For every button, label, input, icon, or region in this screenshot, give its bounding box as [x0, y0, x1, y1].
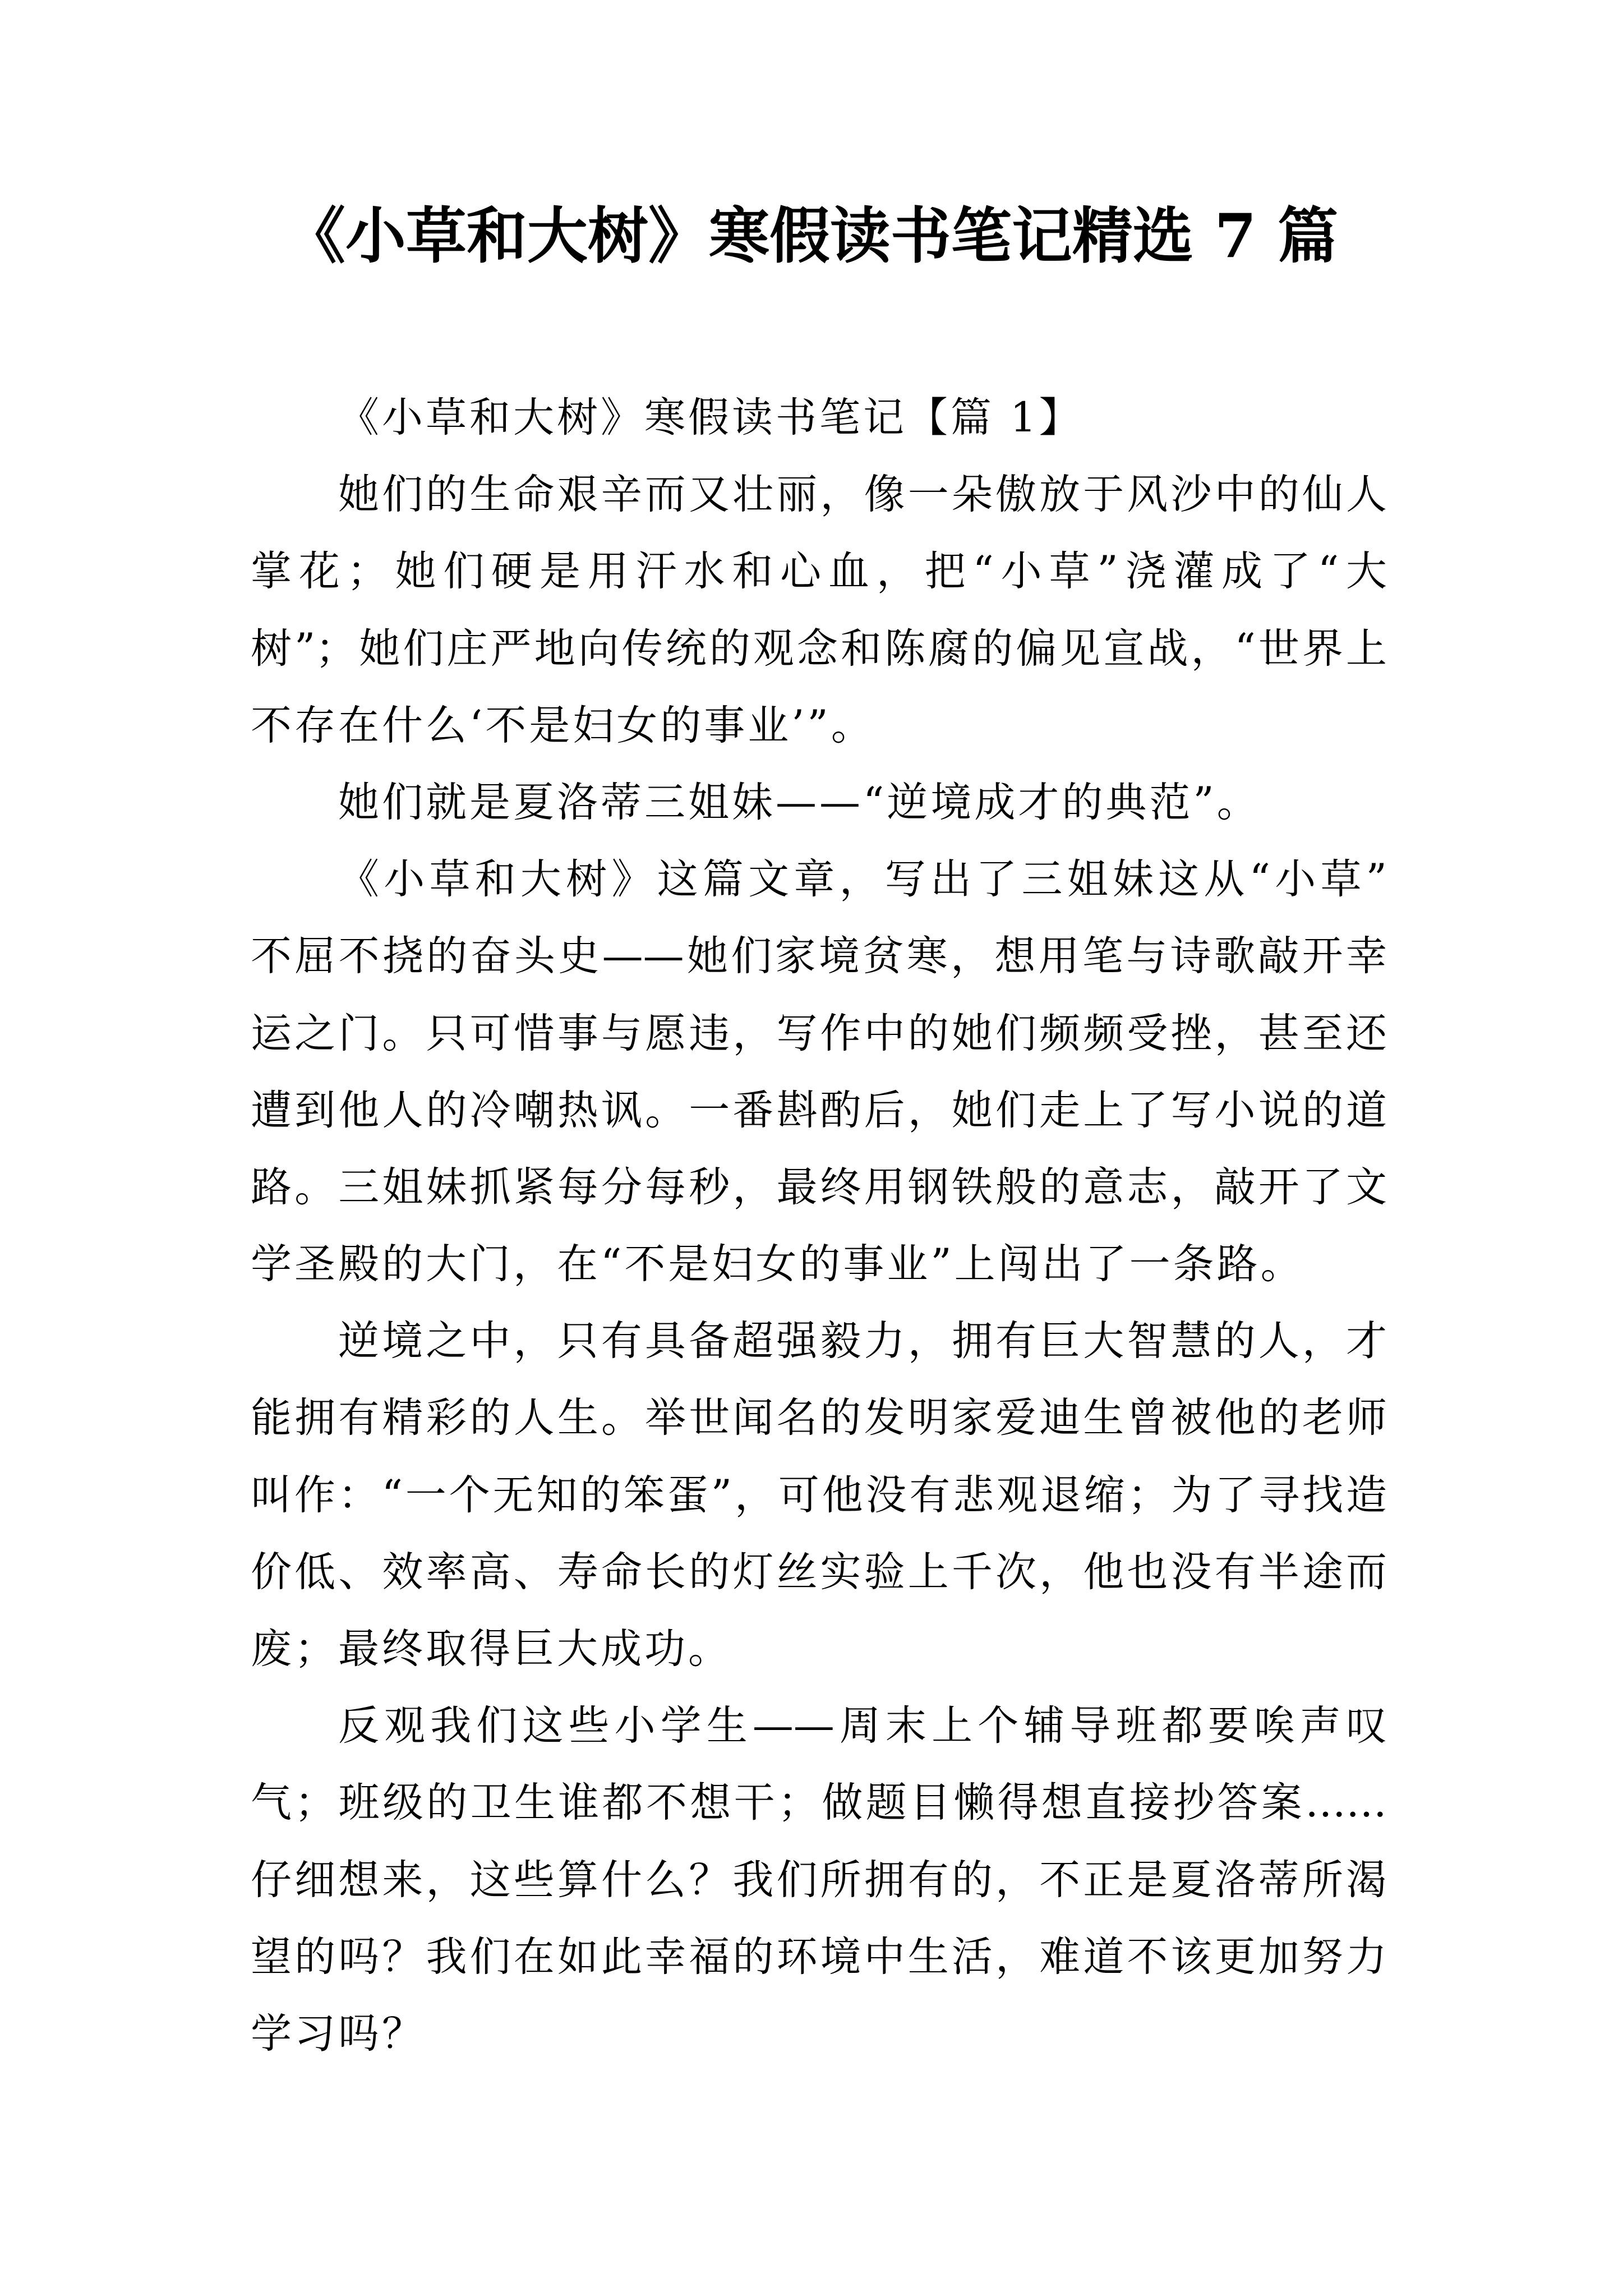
text-line: 不屈不挠的奋头史——她们家境贫寒，想用笔与诗歌敲开幸 [251, 932, 1387, 981]
text-line: 学习吗？ [251, 2009, 426, 2058]
text-line: 废；最终取得巨大成功。 [251, 1625, 732, 1673]
text-line: 望的吗？我们在如此幸福的环境中生活，难道不该更加努力 [251, 1932, 1387, 1981]
text-line: 气；班级的卫生谁都不想干；做题目懒得想直接抄答案…… [251, 1779, 1387, 1827]
text-line: 不存在什么‘不是妇女的事业’”。 [251, 701, 875, 749]
paragraph [251, 456, 1387, 764]
text-line: 学圣殿的大门，在“不是妇女的事业”上闯出了一条路。 [251, 1240, 1304, 1289]
text-line: 树”；她们庄严地向传统的观念和陈腐的偏见宣战，“世界上 [251, 624, 1387, 673]
text-line: 《小草和大树》这篇文章，写出了三姐妹这从“小草” [338, 855, 1387, 904]
document-body [251, 379, 1387, 2072]
paragraph [251, 764, 1387, 841]
paragraph [251, 1303, 1387, 1687]
text-line: 反观我们这些小学生——周末上个辅导班都要唉声叹 [338, 1702, 1387, 1750]
paragraph [251, 841, 1387, 1303]
paragraph [251, 1687, 1387, 2072]
text-line: 叫作：“一个无知的笨蛋”，可他没有悲观退缩；为了寻找造 [251, 1471, 1387, 1519]
text-line: 她们就是夏洛蒂三姐妹——“逆境成才的典范”。 [338, 778, 1261, 826]
document-title: 《小草和大树》寒假读书笔记精选 7 篇 [284, 201, 1339, 272]
text-line: 路。三姐妹抓紧每分每秒，最终用钢铁般的意志，敲开了文 [251, 1163, 1387, 1211]
section-heading: 《小草和大树》寒假读书笔记【篇 1】 [338, 394, 1083, 441]
text-line: 她们的生命艰辛而又壮丽，像一朵傲放于风沙中的仙人 [338, 471, 1387, 519]
text-line: 逆境之中，只有具备超强毅力，拥有巨大智慧的人，才 [338, 1317, 1387, 1365]
text-line: 仔细想来，这些算什么？我们所拥有的，不正是夏洛蒂所渴 [251, 1856, 1387, 1904]
text-line: 遭到他人的冷嘲热讽。一番斟酌后，她们走上了写小说的道 [251, 1086, 1387, 1134]
text-line: 运之门。只可惜事与愿违，写作中的她们频频受挫，甚至还 [251, 1009, 1387, 1057]
text-line: 价低、效率高、寿命长的灯丝实验上千次，他也没有半途而 [251, 1548, 1387, 1596]
text-line: 能拥有精彩的人生。举世闻名的发明家爱迪生曾被他的老师 [251, 1394, 1387, 1442]
text-line: 掌花；她们硬是用汗水和心血，把“小草”浇灌成了“大 [251, 547, 1387, 596]
